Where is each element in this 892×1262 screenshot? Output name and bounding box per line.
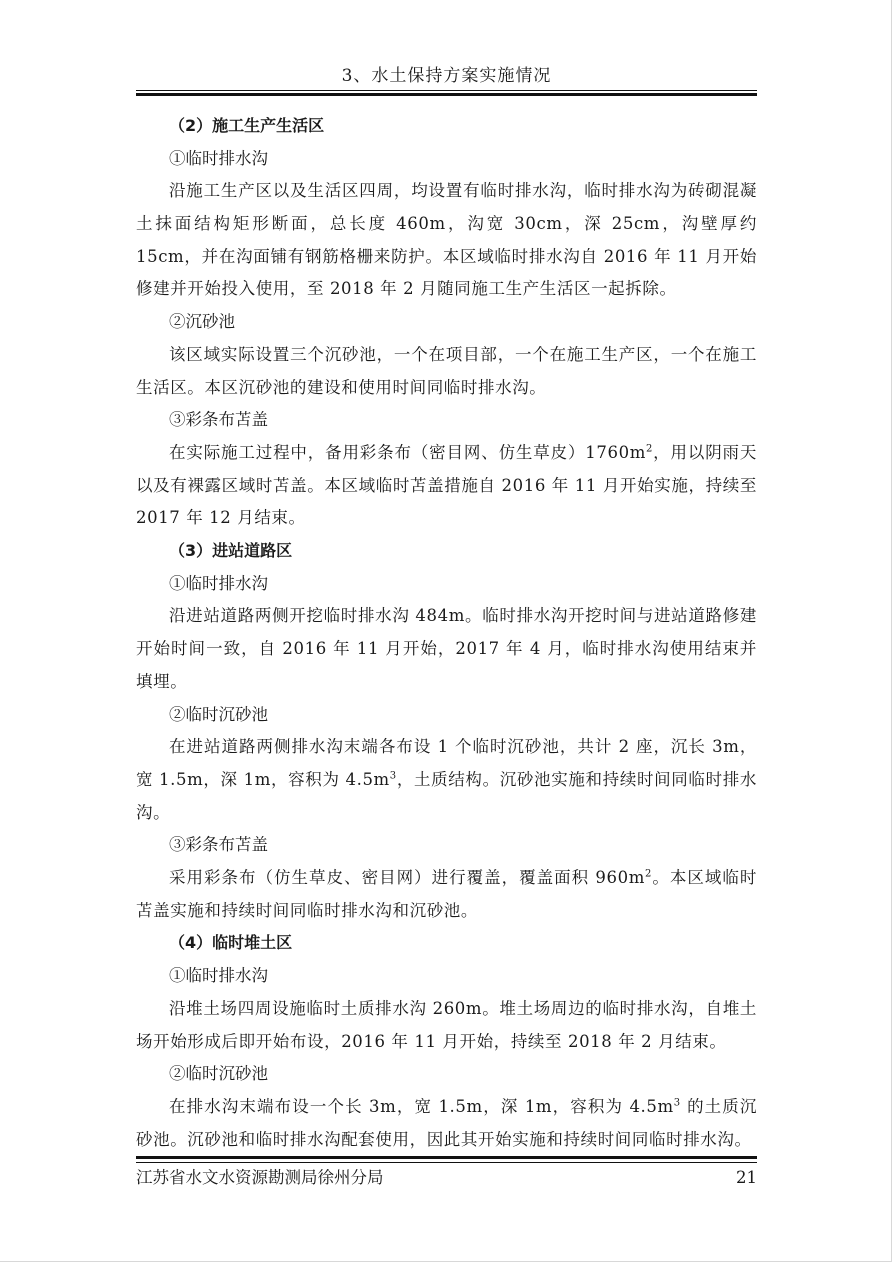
text-part: ，土质结构。沉砂池实施和持续时间同临时排水沟。 (136, 769, 757, 822)
header-rule-thick (136, 93, 757, 96)
footer-rule-thick (136, 1156, 757, 1159)
document-body (136, 110, 757, 1156)
paragraph-temp-drain: 沿施工生产区以及生活区四周，均设置有临时排水沟，临时排水沟为砖砌混凝土抹面结构矩形断面，总长度 460m，沟宽 30cm，深 25cm，沟壁厚约 15cm，并在沟面铺有钢筋格栅来防护。本区域临时排水沟自 2016 年 11 月开始修建并开始投入使用，至 2018 年 2 月随同施工生产生活区一起拆除。 (136, 181, 757, 299)
paragraph-tarp-cover (136, 437, 757, 535)
section-heading-temp-spoil-area: （4）临时堆土区 (169, 933, 293, 953)
text-part: 在实际施工过程中，备用彩条布（密目网、仿生草皮）1760m (169, 442, 646, 462)
paragraph-temp-drain: 沿堆土场四周设施临时土质排水沟 260m。堆土场周边的临时排水沟，自堆土场开始形成后即开始布设，2016 年 11 月开始，持续至 2018 年 2 月结束。 (136, 998, 757, 1051)
paragraph-temp-sediment-pond (136, 731, 757, 829)
paragraph-temp-sediment-pond (136, 1091, 757, 1156)
page-header-title: 3、水土保持方案实施情况 (341, 66, 552, 86)
superscript: 2 (644, 868, 652, 880)
subheading-sediment-pond: ②沉砂池 (169, 312, 235, 332)
subheading-tarp-cover: ③彩条布苫盖 (169, 410, 268, 430)
superscript: 2 (645, 443, 653, 455)
paragraph-sediment-pond: 该区域实际设置三个沉砂池，一个在项目部，一个在施工生产区，一个在施工生活区。本区沉砂池的建设和使用时间同临时排水沟。 (136, 344, 757, 397)
paragraph-tarp-cover (136, 862, 757, 927)
paragraph-temp-drain: 沿进站道路两侧开挖临时排水沟 484m。临时排水沟开挖时间与进站道路修建开始时间一致，自 2016 年 11 月开始，2017 年 4 月，临时排水沟使用结束并填埋。 (136, 606, 757, 691)
subheading-temp-drain: ①临时排水沟 (169, 148, 268, 168)
text-part: 在排水沟末端布设一个长 3m，宽 1.5m，深 1m，容积为 4.5m (169, 1096, 674, 1116)
header-rule-thin (136, 90, 757, 91)
footer-rule-thin (136, 1162, 757, 1163)
subheading-temp-drain: ①临时排水沟 (169, 966, 268, 986)
text-part: 在进站道路两侧排水沟末端各布设 1 个临时沉砂池，共计 2 座，沉长 3m，宽 1.5m，深 1m，容积为 4.5m (136, 737, 757, 789)
text-part: 采用彩条布（仿生草皮、密目网）进行覆盖，覆盖面积 960m (169, 868, 645, 888)
footer-organization: 江苏省水文水资源勘测局徐州分局 (136, 1168, 384, 1187)
text-part: 的土质沉砂池。沉砂池和临时排水沟配套使用，因此其开始实施和持续时间同临时排水沟。 (136, 1096, 757, 1149)
superscript: 3 (389, 770, 397, 782)
text-part: 。本区域临时苫盖实施和持续时间同临时排水沟和沉砂池。 (136, 868, 757, 920)
section-heading-construction-living-area: （2）施工生产生活区 (169, 116, 325, 135)
subheading-temp-sediment-pond: ②临时沉砂池 (169, 1064, 268, 1084)
subheading-temp-sediment-pond: ②临时沉砂池 (169, 704, 268, 724)
subheading-tarp-cover: ③彩条布苫盖 (169, 835, 268, 855)
superscript: 3 (673, 1097, 681, 1109)
section-heading-access-road: （3）进站道路区 (169, 541, 293, 561)
text-part: ，用以阴雨天以及有裸露区域时苫盖。本区域临时苫盖措施自 2016 年 11 月开始实施，持续至 2017 年 12 月结束。 (136, 442, 757, 528)
page-number: 21 (736, 1168, 757, 1187)
subheading-temp-drain: ①临时排水沟 (169, 573, 268, 593)
